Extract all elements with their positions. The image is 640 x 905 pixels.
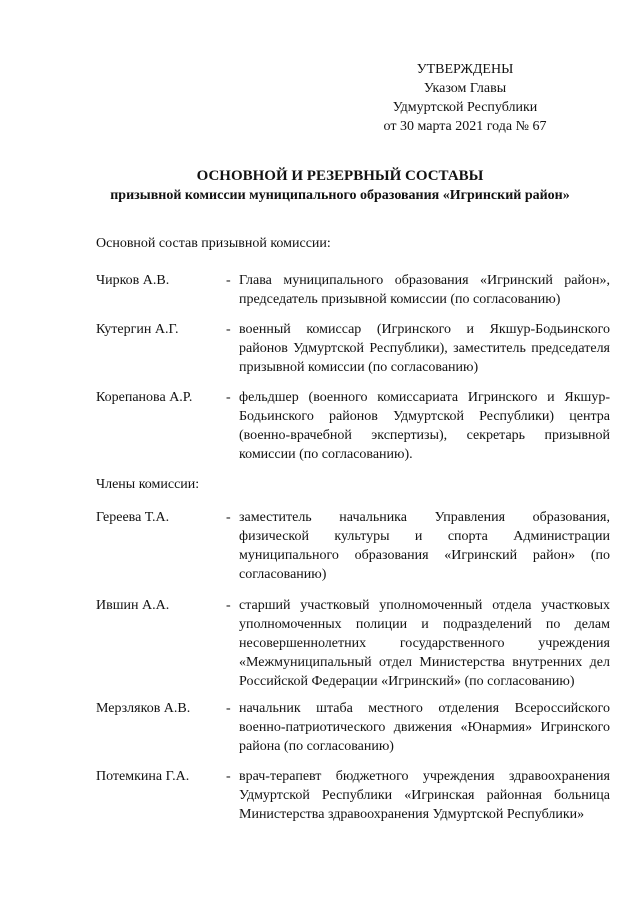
member-dash: -	[226, 701, 231, 716]
approval-line-approved: УТВЕРЖДЕНЫ	[416, 62, 514, 77]
member-name: Потемкина Г.А.	[96, 769, 190, 784]
member-name: Мерзляков А.В.	[96, 701, 191, 716]
commission-members-heading: Члены комиссии:	[96, 477, 200, 492]
member-name: Чирков А.В.	[96, 273, 170, 288]
approval-stamp	[360, 60, 570, 136]
member-name: Корепанова А.Р.	[96, 390, 193, 405]
member-name: Гереева Т.А.	[96, 510, 170, 525]
member-dash: -	[226, 769, 231, 784]
member-dash: -	[226, 390, 231, 405]
member-name: Кутергин А.Г.	[96, 322, 179, 337]
title-subtitle: призывной комиссии муниципального образования «Игринский район»	[110, 188, 570, 203]
main-composition-heading: Основной состав призывной комиссии:	[96, 236, 331, 251]
member-role: старший участковый уполномоченный отдела участковых уполномоченных полиции и подразделений по делам несовершеннолетних государственного учреждения «Межмуниципальный отдел Министерства внутренних дел Российской Федерации «Игринский» (по согласованию)	[239, 598, 610, 689]
member-role: врач-терапевт бюджетного учреждения здравоохранения Удмуртской Республики «Игринская районная больница Министерства здравоохранения Удмуртской Республики»	[239, 769, 610, 822]
member-role: фельдшер (военного комиссариата Игринского и Якшур-Бодьинского районов Удмуртской Республики) центра (военно-врачебной экспертизы), секретарь призывной комиссии (по согласованию).	[239, 390, 610, 462]
member-dash: -	[226, 598, 231, 613]
member-dash: -	[226, 510, 231, 525]
approval-line-date: от 30 марта 2021 года № 67	[383, 119, 547, 134]
member-dash: -	[226, 273, 231, 288]
member-role: Глава муниципального образования «Игринский район», председатель призывной комиссии (по согласованию)	[239, 273, 610, 307]
document-title	[40, 166, 640, 205]
member-dash: -	[226, 322, 231, 337]
title-main: ОСНОВНОЙ И РЕЗЕРВНЫЙ СОСТАВЫ	[196, 168, 484, 184]
approval-line-decree: Указом Главы	[423, 81, 507, 96]
approval-line-republic: Удмуртской Республики	[392, 100, 538, 115]
member-role: военный комиссар (Игринского и Якшур-Бодьинского районов Удмуртской Республики), заместитель председателя призывной комиссии (по согласованию)	[239, 322, 610, 375]
member-role: заместитель начальника Управления образования, физической культуры и спорта Администрации муниципального образования «Игринский район» (по согласованию)	[239, 510, 610, 582]
member-name: Ившин А.А.	[96, 598, 170, 613]
member-role: начальник штаба местного отделения Всероссийского военно-патриотического движения «Юнармия» Игринского района (по согласованию)	[239, 701, 610, 754]
